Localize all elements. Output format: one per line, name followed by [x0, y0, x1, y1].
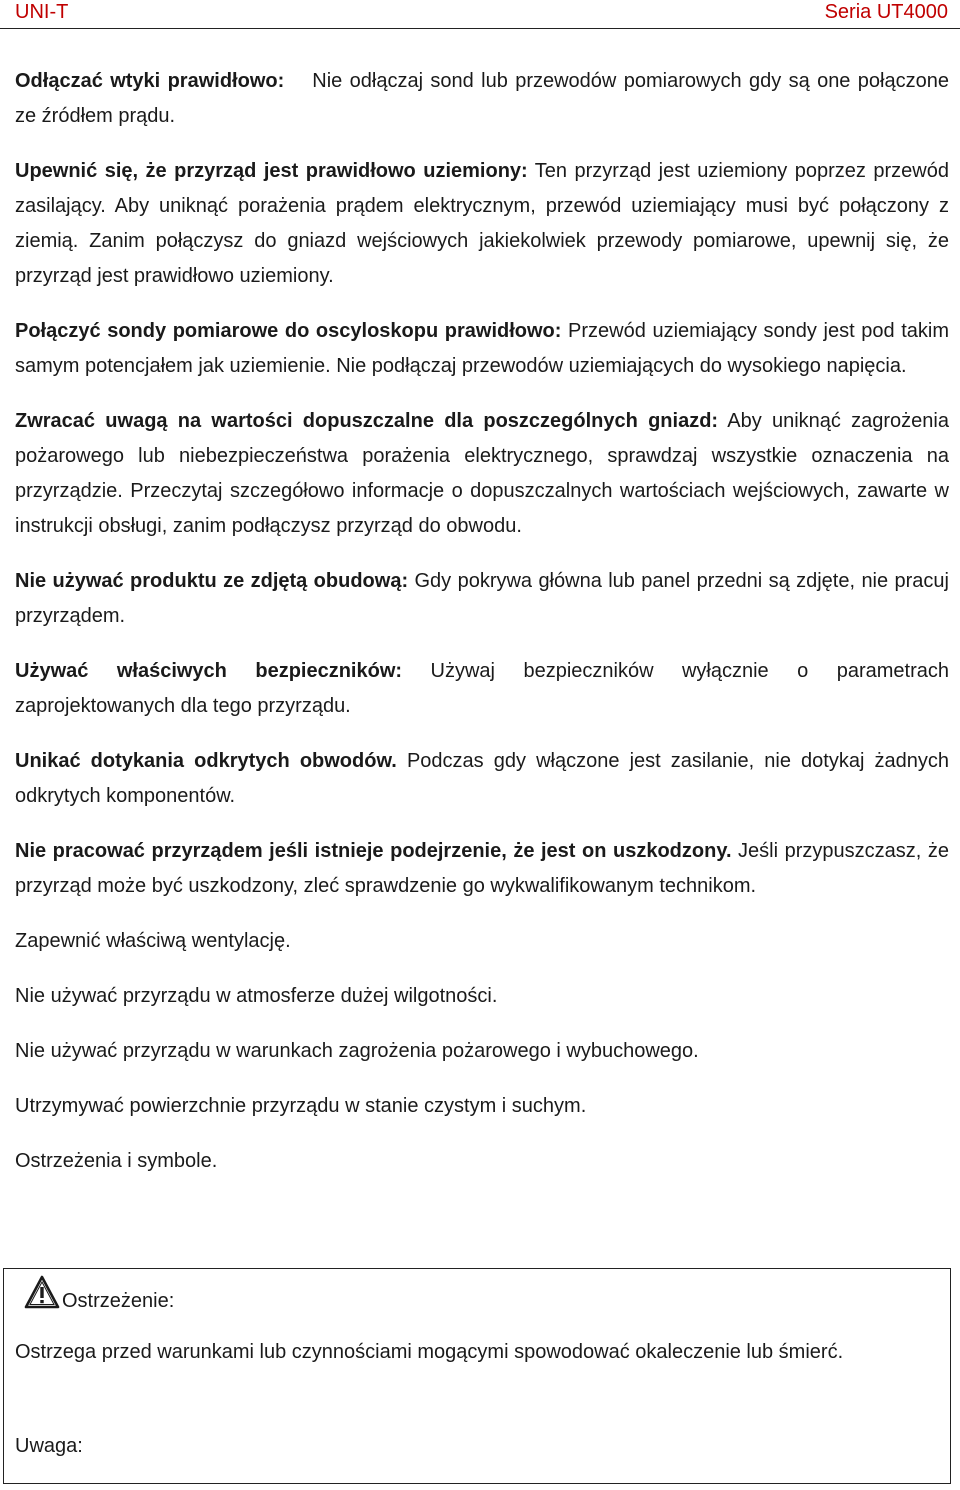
- warning-title: Ostrzeżenie:: [62, 1290, 175, 1312]
- paragraph-heading: Nie używać produktu ze zdjętą obudową:: [15, 570, 409, 592]
- paragraph-heading: Upewnić się, że przyrząd jest prawidłowo uziemiony:: [15, 160, 528, 182]
- paragraph-heading: Połączyć sondy pomiarowe do oscyloskopu prawidłowo:: [15, 320, 562, 342]
- warning-heading: [24, 1275, 175, 1315]
- paragraph-heading: Nie pracować przyrządem jeśli istnieje podejrzenie, że jest on uszkodzony.: [15, 840, 732, 862]
- paragraph-exposed-circuits: [15, 744, 949, 814]
- paragraph-text: Aby uniknąć zagrożenia pożarowego lub niebezpieczeństwa porażenia elektrycznego, sprawdzaj wszystkie oznaczenia na przyrządzie. Przeczytaj szczegółowo informacje o dopuszczalnych wartościach wejściowych, zawarte w instrukcji obsługi, zanim podłączysz przyrząd do obwodu.: [15, 410, 949, 537]
- warning-triangle-icon: [24, 1275, 60, 1309]
- paragraph-heading: Używać właściwych bezpieczników:: [15, 660, 403, 682]
- document-body: [15, 64, 949, 1199]
- warning-box: [3, 1268, 951, 1484]
- page-header: [0, 0, 960, 29]
- paragraph-ventilation: Zapewnić właściwą wentylację.: [15, 930, 291, 952]
- paragraph-text: Podczas gdy włączone jest zasilanie, nie dotykaj żadnych odkrytych komponentów.: [15, 750, 950, 807]
- paragraph-text: Przewód uziemiający sondy jest pod takim samym potencjałem jak uziemienie. Nie podłączaj przewodów uziemiających do wysokiego napięcia.: [15, 320, 950, 377]
- series-label: Seria UT4000: [824, 1, 948, 23]
- paragraph-fuses: [15, 654, 949, 724]
- paragraph-heading: Odłączać wtyki prawidłowo:: [15, 70, 285, 92]
- paragraph-text: Ten przyrząd jest uziemiony poprzez przewód zasilający. Aby uniknąć porażenia prądem elektrycznym, przewód uziemiający musi być połączony z ziemią. Zanim połączysz do gniazd wejściowych jakiekolwiek przewody pomiarowe, upewnij się, że przyrząd jest prawidłowo uziemiony.: [15, 160, 949, 287]
- paragraph-text: Używaj bezpieczników wyłącznie o parametrach zaprojektowanych dla tego przyrządu.: [15, 660, 950, 717]
- paragraph-clean: Utrzymywać powierzchnie przyrządu w stanie czystym i suchym.: [15, 1095, 587, 1117]
- paragraph-humidity: Nie używać przyrządu w atmosferze dużej wilgotności.: [15, 985, 498, 1007]
- paragraph-explosive: Nie używać przyrządu w warunkach zagrożenia pożarowego i wybuchowego.: [15, 1040, 699, 1062]
- paragraph-damaged: [15, 834, 949, 904]
- paragraph-text: Gdy pokrywa główna lub panel przedni są zdjęte, nie pracuj przyrządem.: [15, 570, 949, 627]
- warning-text: Ostrzega przed warunkami lub czynnościami mogącymi spowodować okaleczenie lub śmierć.: [15, 1341, 844, 1363]
- note-label: Uwaga:: [15, 1435, 83, 1457]
- paragraph-cover: [15, 564, 949, 634]
- brand-label: UNI-T: [15, 1, 69, 23]
- paragraph-unplug: [15, 64, 949, 134]
- paragraph-symbols: Ostrzeżenia i symbole.: [15, 1150, 218, 1172]
- paragraph-text: Jeśli przypuszczasz, że przyrząd może być uszkodzony, zleć sprawdzenie go wykwalifikowanym technikom.: [15, 840, 949, 897]
- paragraph-heading: Unikać dotykania odkrytych obwodów.: [15, 750, 397, 772]
- paragraph-ratings: [15, 404, 949, 544]
- paragraph-grounding: [15, 154, 949, 294]
- paragraph-text: Nie odłączaj sond lub przewodów pomiarowych gdy są one połączone ze źródłem prądu.: [15, 70, 949, 127]
- paragraph-probes: [15, 314, 949, 384]
- paragraph-heading: Zwracać uwagą na wartości dopuszczalne dla poszczególnych gniazd:: [15, 410, 719, 432]
